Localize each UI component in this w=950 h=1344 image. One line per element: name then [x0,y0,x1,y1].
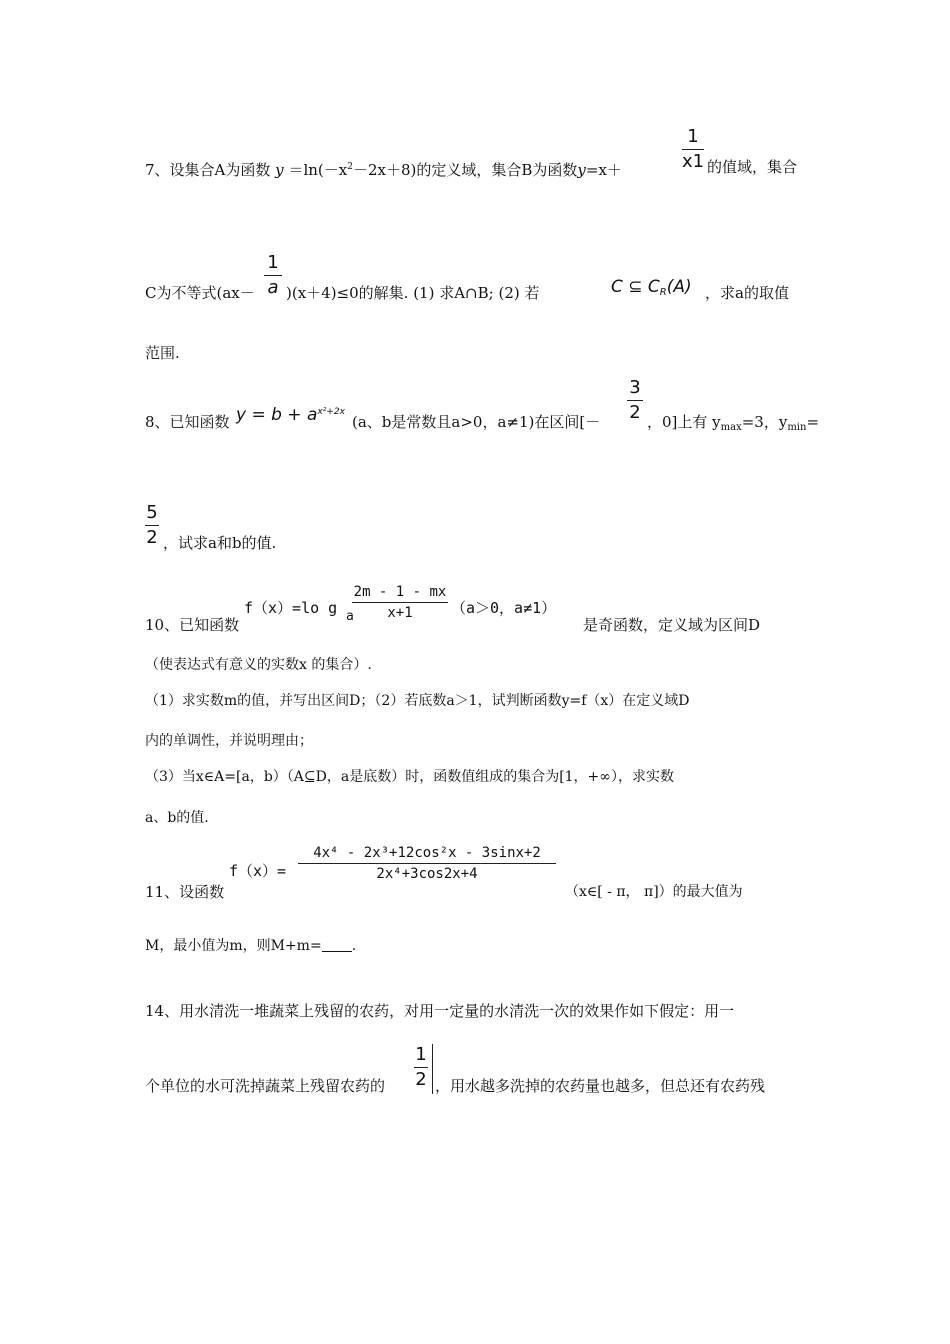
p7-exponent: 2 [347,162,353,172]
fraction-numerator: 1 [415,1044,427,1065]
p11-formula-lead: f（x）= [229,862,287,880]
fraction-bar [627,400,643,401]
p7-line2-mid: )(x＋4)≤0的解集. (1) 求A∩B; (2) 若 [286,284,540,302]
fraction-numerator: 1 [267,252,279,273]
ymin-subscript: min [787,422,807,433]
p7-text: －2x＋8)的定义域，集合B为函数 [352,161,578,179]
p10-log-base: a [346,609,354,624]
p11-text: . [351,938,357,954]
function-body: y = b + a [236,405,318,425]
p11-fraction [298,846,556,881]
p7-line2 [145,283,255,303]
fraction-bar [145,525,159,526]
answer-blank [322,937,352,952]
subset-argument: (A) [666,277,692,297]
fraction-numerator: 4x⁴ - 2x³+12cos²x - 3sinx+2 [313,845,541,861]
fraction-bar [682,149,704,150]
fraction-denominator: 2 [629,402,641,423]
p8-text: =3，y [741,413,788,431]
p8-line1-mid: (a、b是常数且a>0，a≠1)在区间[－ [352,413,601,431]
fraction-denominator: 2 [146,527,158,548]
p7-line1 [145,157,622,180]
p8-text: = [806,413,820,431]
p7-text: C为不等式(ax－ [145,284,255,302]
subset-subscript: R [659,287,667,298]
p10-line1-lead: 10、已知函数 [145,616,240,634]
fraction-numerator: 1 [687,126,699,147]
p10-formula-lead [244,597,337,618]
fraction-numerator: 3 [629,377,641,398]
p7-text: 7、设集合A为函数 [145,161,271,179]
p8-line1-tail [647,412,819,438]
p7-line1-tail: 的值域，集合 [707,158,798,176]
p14-fraction [414,1046,428,1089]
p14-line2-tail: ，用水越多洗掉的农药量也越多，但总还有农药残 [435,1077,766,1095]
p10-line3: （1）求实数m的值，并写出区间D；（2）若底数a＞1，试判断函数y=f（x）在定义域D [145,693,690,709]
fraction-bar [298,863,556,864]
p8-fraction-1 [627,379,643,422]
p8-function-expr [236,402,345,425]
ymax-subscript: max [720,422,742,433]
p7-line3: 范围. [145,344,180,362]
fraction-edge-line [432,1044,433,1094]
fraction-denominator: x1 [682,151,705,172]
subset-expression: C ⊆ C [611,277,660,297]
p11-line1-tail: （x∈[ - π， π]）的最大值为 [565,884,743,900]
p10-fraction [352,585,448,620]
p7-text: =x＋ [585,161,622,179]
fraction-numerator: 2m - 1 - mx [353,584,447,600]
p14-line1: 14、用水清洗一堆蔬菜上残留的农药，对用一定量的水清洗一次的效果作如下假定：用一 [145,1002,735,1020]
p7-fraction-2 [264,254,282,297]
p10-line1-tail: 是奇函数，定义域为区间D [583,616,761,634]
p10-line2: （使表达式有意义的实数x 的集合）. [145,657,372,673]
p7-var-y: y [577,161,586,179]
p8-line2: ，试求a和b的值. [163,534,277,552]
fraction-denominator: 2 [415,1069,427,1090]
p8-line1-lead: 8、已知函数 [145,413,230,431]
p11-text: M，最小值为m，则M+m= [145,938,322,954]
p10-line6: a、b的值. [145,810,209,826]
p10-formula-condition: （a＞0，a≠1） [451,599,557,617]
function-exponent: x²+2x [317,407,345,417]
p7-line2-tail: ，求a的取值 [705,284,789,302]
p11-line1-lead: 11、设函数 [145,883,225,901]
p8-text: ，0]上有 y [647,413,721,431]
p7-var-y: y [275,161,284,179]
p10-line4: 内的单调性，并说明理由； [145,733,313,749]
p14-line2-lead: 个单位的水可洗掉蔬菜上残留农药的 [145,1077,386,1095]
p7-fraction-1 [682,128,704,171]
fraction-bar [352,602,448,603]
p7-subset-expr [611,277,692,303]
fraction-denominator: x+1 [387,605,413,621]
p11-line2 [145,936,356,956]
fraction-numerator: 5 [146,502,158,523]
fraction-denominator: a [267,277,279,298]
p7-text: ＝ln(－x [288,161,348,179]
fraction-bar [264,275,282,276]
log-prefix: f（x）=lo g [244,599,338,617]
p10-line5: （3）当x∈A=[a，b）（A⊆D，a是底数）时，函数值组成的集合为[1，+∞），求实数 [145,769,674,785]
p8-fraction-2 [145,504,159,547]
fraction-bar [414,1067,428,1068]
fraction-denominator: 2x⁴+3cos2x+4 [376,866,478,882]
